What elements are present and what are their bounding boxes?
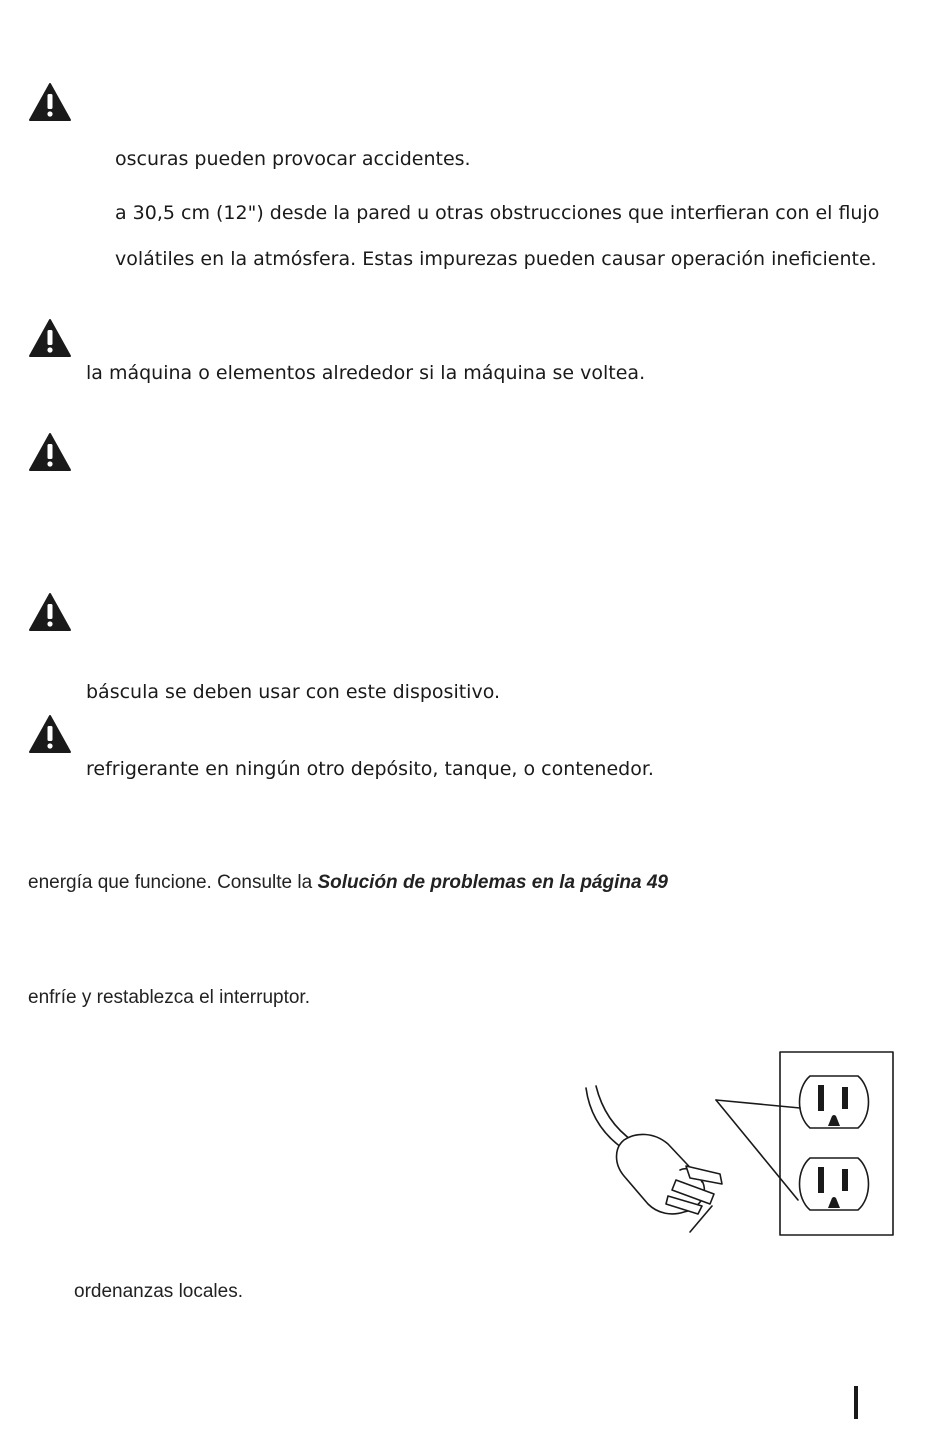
warning-icon — [28, 318, 72, 358]
page-marker-bar — [854, 1386, 858, 1419]
text-line: oscuras pueden provocar accidentes. — [115, 148, 471, 170]
text-line: ordenanzas locales. — [74, 1281, 243, 1302]
text-line: báscula se deben usar con este dispositivo. — [86, 681, 501, 703]
text-line: la máquina o elementos alrededor si la máquina se voltea. — [86, 362, 646, 384]
text-line: enfríe y restablezca el interruptor. — [28, 987, 310, 1008]
text-line: a 30,5 cm (12") desde la pared u otras obstrucciones que interfieran con el flujo — [115, 202, 880, 224]
warning-icon — [28, 432, 72, 472]
text-line-troubleshooting — [28, 871, 668, 895]
warning-icon — [28, 82, 72, 122]
text-line-prefix: energía que funcione. Consulte la — [28, 872, 318, 893]
warning-icon — [28, 592, 72, 632]
grounded-plug-and-outlet-illustration — [580, 1048, 900, 1240]
text-line: refrigerante en ningún otro depósito, tanque, o contenedor. — [86, 758, 654, 780]
text-line: volátiles en la atmósfera. Estas impurezas pueden causar operación ineficiente. — [115, 248, 877, 270]
troubleshooting-reference: Solución de problemas en la página 49 — [317, 872, 668, 893]
warning-icon — [28, 714, 72, 754]
